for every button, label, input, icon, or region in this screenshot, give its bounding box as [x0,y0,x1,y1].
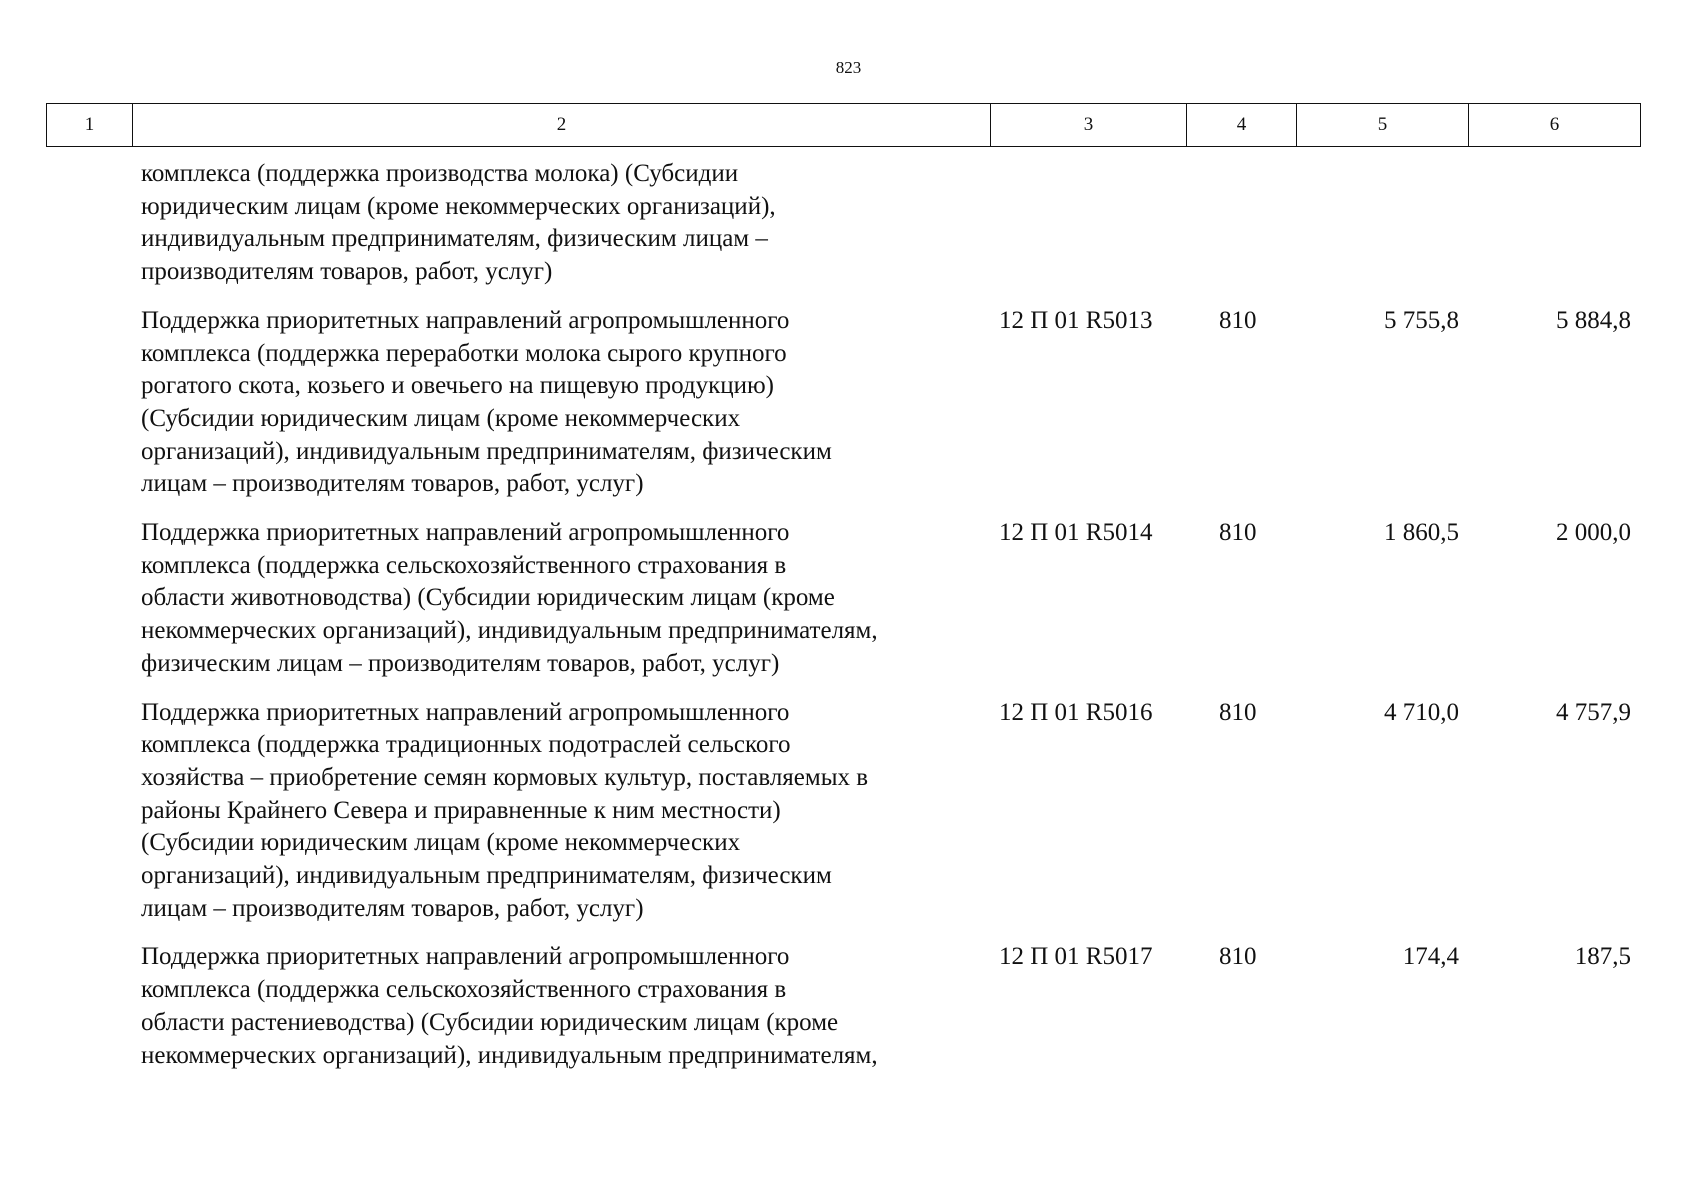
row-name-line: лицам – производителям товаров, работ, услуг) [141,470,644,498]
table-row [46,941,1640,1088]
row-type-cell: 810 [1219,306,1257,334]
column-number-cell: 2 [133,104,991,147]
row-name-cell [46,305,990,517]
table-row [46,305,1640,517]
row-name-line: комплекса (поддержка сельскохозяйственного страхования в [141,976,787,1004]
row-value6-cell: 2 000,0 [1556,519,1631,547]
row-name-line: комплекса (поддержка сельскохозяйственного страхования в [141,551,787,579]
row-name-line: районы Крайнего Севера и приравненные к ним местности) [141,796,781,824]
row-code-cell: 12 П 01 R5017 [999,943,1153,971]
budget-table-body [46,148,1640,1088]
table-row [46,148,1640,305]
row-name-line: Поддержка приоритетных направлений агропромышленного [141,698,790,726]
row-type-cell [1186,148,1296,305]
row-name-line: хозяйства – приобретение семян кормовых культур, поставляемых в [141,763,869,791]
column-number-cell: 3 [991,104,1187,147]
row-value6-cell [1468,148,1640,305]
row-name-line: организаций), индивидуальным предпринимателям, физическим [141,437,832,465]
row-value6-cell: 4 757,9 [1556,698,1631,726]
row-code-cell: 12 П 01 R5016 [999,698,1153,726]
row-value5-cell [1296,148,1468,305]
row-name-cell [46,697,990,942]
row-name-line: (Субсидии юридическим лицам (кроме некоммерческих [141,829,741,857]
row-value6-cell: 187,5 [1574,943,1631,971]
row-name-line: Поддержка приоритетных направлений агропромышленного [141,943,790,971]
row-name-line: Поддержка приоритетных направлений агропромышленного [141,306,790,334]
row-value5-cell: 5 755,8 [1384,306,1459,334]
row-value6-cell: 5 884,8 [1556,306,1631,334]
row-name-line: физическим лицам – производителям товаров, работ, услуг) [141,649,780,677]
row-name-line: некоммерческих организаций), индивидуальным предпринимателям, [141,1041,878,1069]
row-name-line: некоммерческих организаций), индивидуальным предпринимателям, [141,617,878,645]
page-number: 823 [835,58,862,77]
row-name-line: рогатого скота, козьего и овечьего на пищевую продукцию) [141,372,774,400]
column-number-row [47,104,1641,147]
table-row [46,697,1640,942]
row-name-line: Поддержка приоритетных направлений агропромышленного [141,519,790,547]
row-name-line: производителям товаров, работ, услуг) [141,258,553,286]
row-value5-cell: 174,4 [1402,943,1459,971]
row-value5-cell: 4 710,0 [1384,698,1459,726]
row-value5-cell: 1 860,5 [1384,519,1459,547]
row-code-cell [990,148,1186,305]
column-number-cell: 1 [47,104,133,147]
row-name-line: комплекса (поддержка производства молока) (Субсидии [141,160,739,187]
row-name-line: области растениеводства) (Субсидии юридическим лицам (кроме [141,1008,839,1036]
row-name-line: лицам – производителям товаров, работ, услуг) [141,894,644,922]
row-name-line: юридическим лицам (кроме некоммерческих организаций), [141,192,776,220]
row-name-line: индивидуальным предпринимателям, физическим лицам – [141,225,768,253]
row-type-cell: 810 [1219,698,1257,726]
row-name-cell [46,517,990,697]
row-name-cell [46,148,990,305]
row-code-cell: 12 П 01 R5013 [999,306,1153,334]
row-name-line: комплекса (поддержка традиционных подотраслей сельского [141,731,791,759]
column-number-cell: 5 [1297,104,1469,147]
row-name-cell [46,941,990,1088]
row-name-line: области животноводства) (Субсидии юридическим лицам (кроме [141,584,835,612]
row-type-cell: 810 [1219,519,1257,547]
table-row [46,517,1640,697]
column-header-table [46,103,1641,147]
column-number-cell: 4 [1187,104,1297,147]
row-name-line: организаций), индивидуальным предпринимателям, физическим [141,862,832,890]
row-name-line: (Субсидии юридическим лицам (кроме некоммерческих [141,404,741,432]
row-name-line: комплекса (поддержка переработки молока сырого крупного [141,339,787,367]
column-number-cell: 6 [1469,104,1641,147]
row-code-cell: 12 П 01 R5014 [999,519,1153,547]
row-type-cell: 810 [1219,943,1257,971]
